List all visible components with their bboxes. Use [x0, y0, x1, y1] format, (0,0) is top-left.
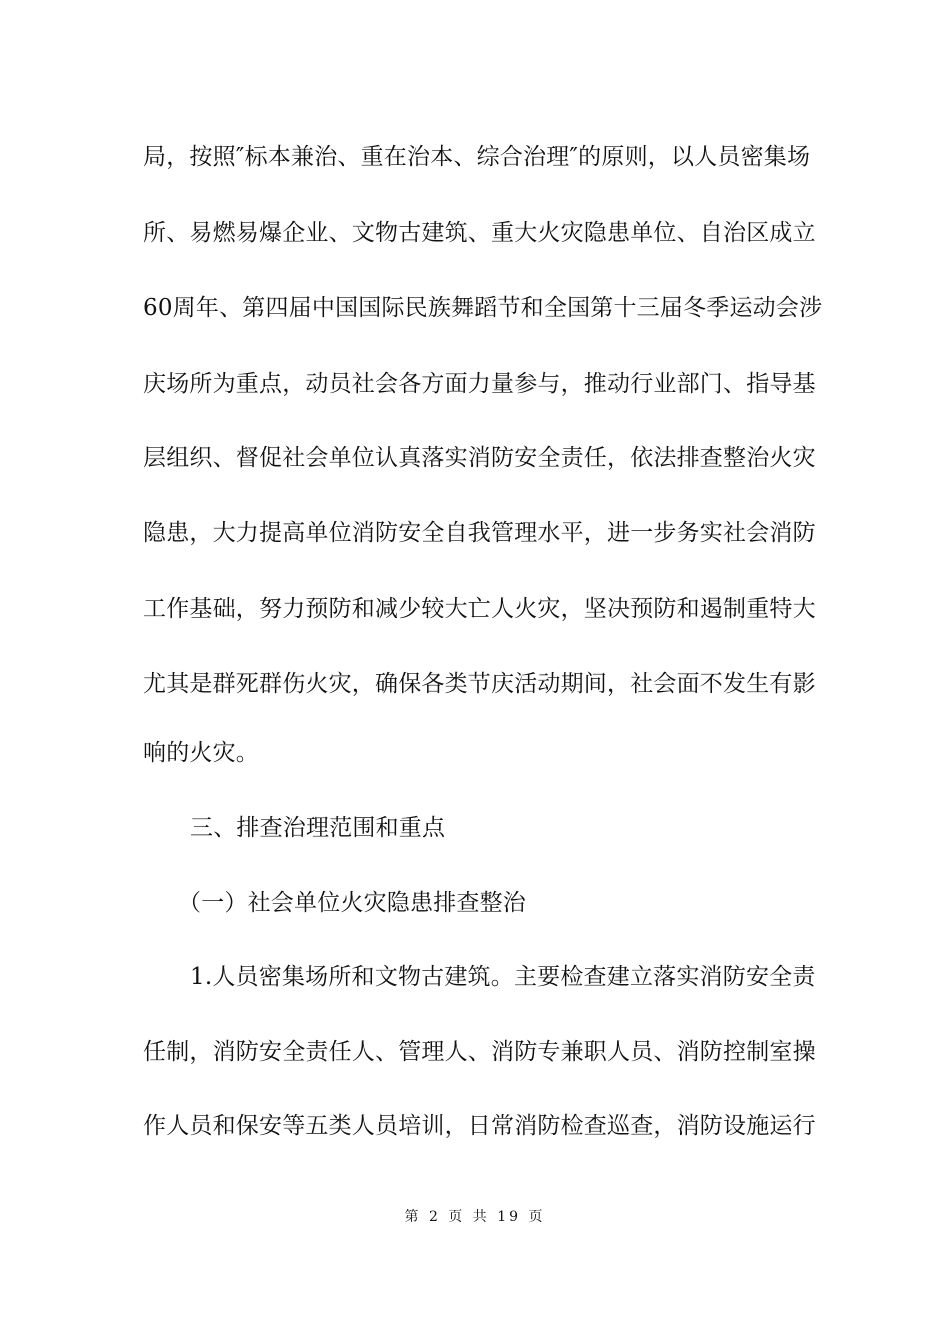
page-number-footer: 第 2 页 共 19 页 — [404, 1209, 546, 1225]
paragraph-line: 响的火灾。 — [143, 740, 259, 766]
paragraph-line: 隐患，大力提高单位消防安全自我管理水平，进一步务实社会消防 — [143, 520, 816, 546]
paragraph-line: 尤其是群死群伤火灾，确保各类节庆活动期间，社会面不发生有影 — [143, 671, 816, 697]
paragraph-line: 局，按照″标本兼治、重在治本、综合治理″的原则，以人员密集场 — [143, 144, 811, 170]
paragraph-line: 层组织、督促社会单位认真落实消防安全责任，依法排查整治火灾 — [143, 445, 816, 471]
paragraph-line: 1.人员密集场所和文物古建筑。主要检查建立落实消防安全责 — [190, 964, 816, 990]
section-heading: 三、排查治理范围和重点 — [190, 815, 446, 841]
paragraph-line: 作人员和保安等五类人员培训，日常消防检查巡查，消防设施运行 — [143, 1113, 816, 1139]
paragraph-line: 工作基础，努力预防和减少较大亡人火灾，坚决预防和遏制重特大 — [143, 596, 816, 622]
paragraph-line: 60周年、第四届中国国际民族舞蹈节和全国第十三届冬季运动会涉 — [143, 295, 823, 321]
subsection-heading: （一）社会单位火灾隐患排查整治 — [178, 890, 526, 916]
paragraph-line: 任制，消防安全责任人、管理人、消防专兼职人员、消防控制室操 — [143, 1039, 816, 1065]
paragraph-line: 庆场所为重点，动员社会各方面力量参与，推动行业部门、指导基 — [143, 371, 816, 397]
paragraph-line: 所、易燃易爆企业、文物古建筑、重大火灾隐患单位、自治区成立 — [143, 220, 816, 246]
